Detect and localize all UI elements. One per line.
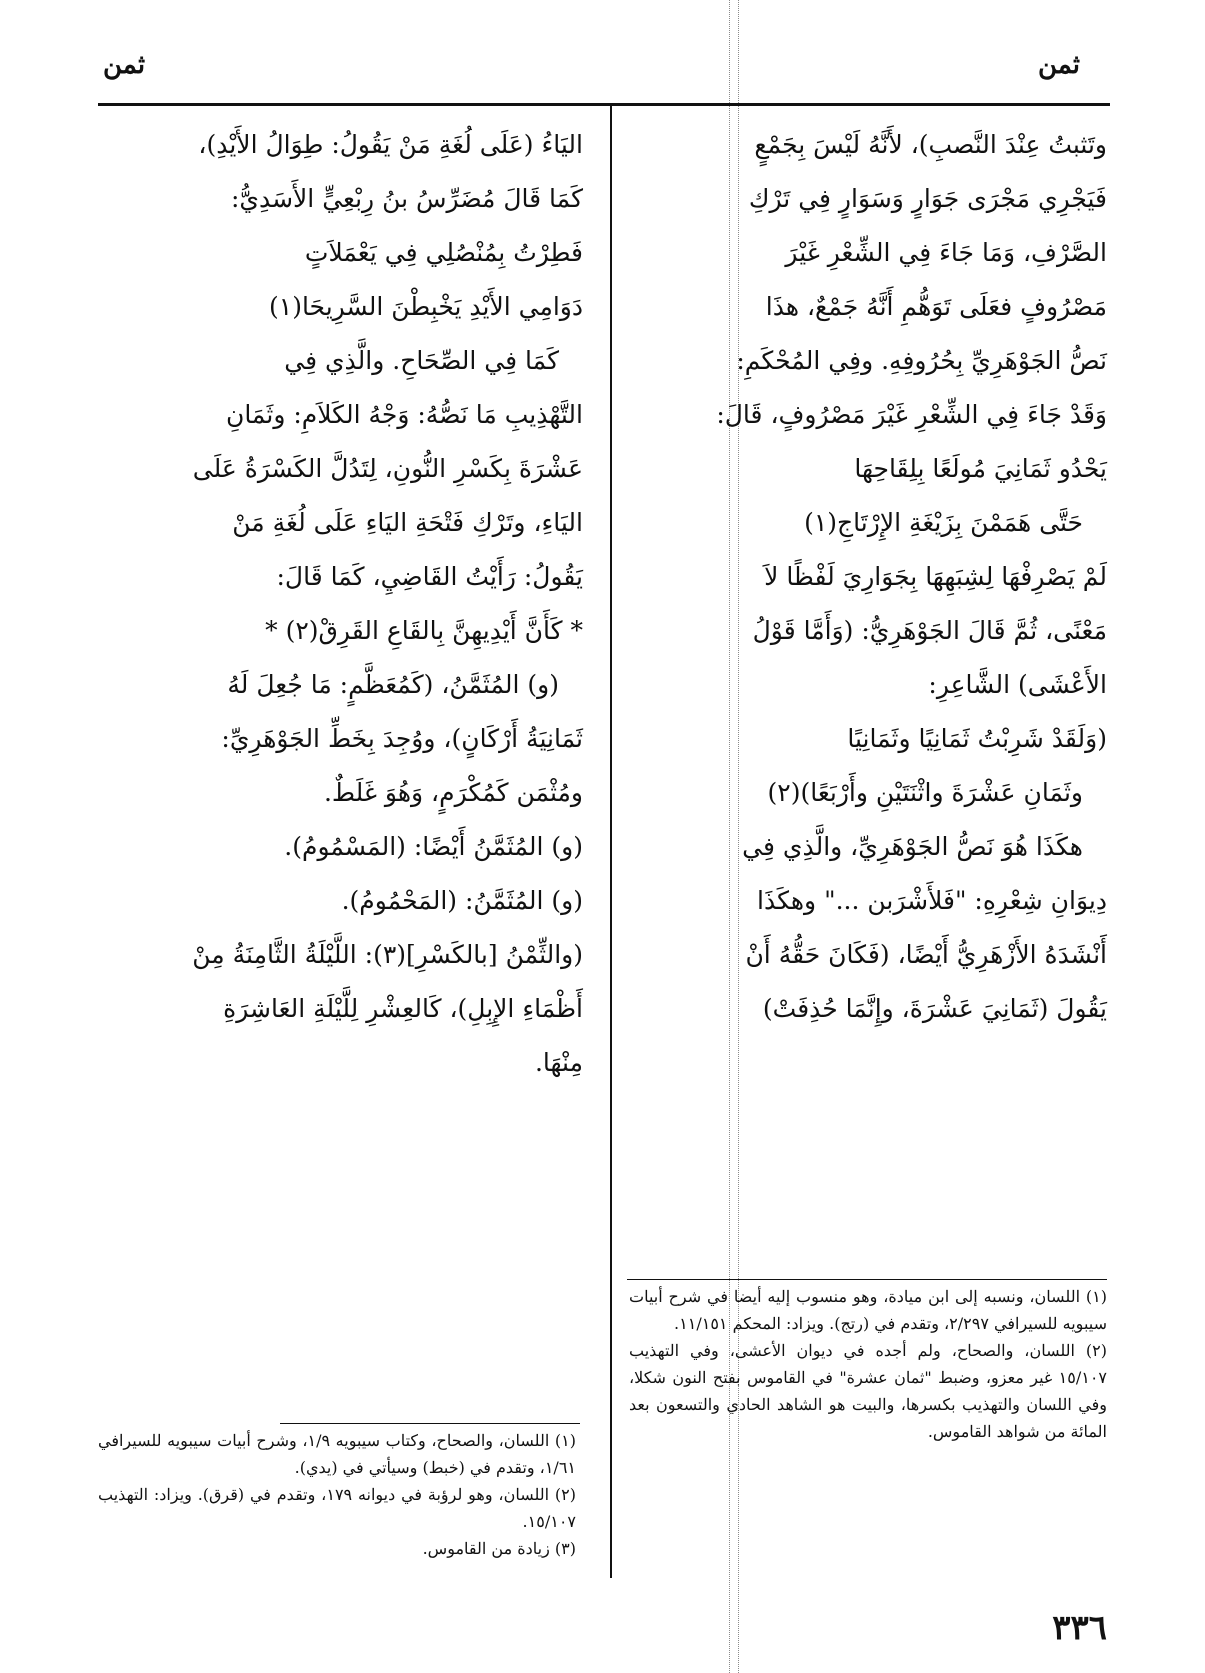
text-line: دِيوَانِ شِعْرِهِ: "فَلأَشْرَبن ..." وهكَذَا (757, 886, 1107, 915)
verse-line: وثَمَانِ عَشْرَةَ واثْنَتَيْنِ وأَرْبَعًا)(٢) (767, 778, 1083, 807)
text-line: كَمَا فِي الصِّحَاحِ. والَّذِي فِي (284, 346, 559, 375)
text-line: مَصْرُوفٍ فعَلَى تَوَهُّمِ أَنَّهُ جَمْعٌ، هذَا (765, 292, 1107, 321)
text-line: (و) المُثَمَّنُ، (كَمُعَظَّمٍ: مَا جُعِلَ لَهُ (227, 670, 559, 699)
verse-line: دَوَامِي الأَيْدِ يَخْبِطْنَ السَّرِيحَا(١) (268, 292, 583, 321)
right-column (627, 118, 1107, 1036)
text-line: يَقُولَ (ثَمَانِيَ عَشْرَةَ، وإِنَّمَا حُذِفَتْ) (762, 994, 1107, 1023)
text-line: كَمَا قَالَ مُضَرِّسُ بنُ رِبْعِيٍّ الأَسَدِيُّ: (230, 184, 583, 213)
verse-line: * كَأَنَّ أَيْدِيهِنَّ بِالقَاعِ القَرِقْ(٢) * (265, 616, 583, 645)
column-divider (610, 106, 612, 1578)
footnotes-left (98, 1427, 576, 1562)
text-line: لَمْ يَصْرِفْهَا لِشِبَهِهَا بِجَوَارِيَ لَفْظًا لاَ (764, 562, 1107, 591)
text-line: أَنْشَدَهُ الأَزْهَرِيُّ أَيْضًا، (فَكَانَ حَقُّهُ أَنْ (745, 940, 1107, 969)
text-line: اليَاءُ (عَلَى لُغَةِ مَنْ يَقُولُ: طِوَالُ الأَيْدِ)، (198, 130, 583, 159)
header-word-left: ثمن (103, 50, 146, 80)
header-rule (98, 103, 1110, 106)
text-line: الصَّرْفِ، وَمَا جَاءَ فِي الشِّعْرِ غَيْرَ (785, 238, 1107, 267)
text-line: وَقَدْ جَاءَ فِي الشِّعْرِ غَيْرَ مَصْرُوفٍ، قَالَ: (716, 400, 1107, 429)
text-line: التَّهْذِيبِ مَا نَصُّهُ: وَجْهُ الكَلاَمِ: وثَمَانِ (225, 400, 583, 429)
text-line: أَظْمَاءِ الإِبِلِ)، كَالعِشْرِ لِلَّيْلَةِ العَاشِرَةِ (223, 994, 583, 1023)
header-word-right: ثمن (1037, 50, 1080, 80)
text-line: اليَاءِ، وتَرْكِ فَتْحَةِ اليَاءِ عَلَى لُغَةِ مَنْ (232, 508, 583, 537)
footnotes-right (629, 1283, 1107, 1445)
text-line: هكَذَا هُوَ نَصُّ الجَوْهَرِيِّ، والَّذِي فِي (742, 832, 1083, 861)
text-line: (و) المُثَمَّنُ أَيْضًا: (المَسْمُومُ). (284, 832, 583, 861)
footnote: (٢) اللسان، والصحاح، ولم أجده في ديوان الأعشى، وفي التهذيب ١٥/١٠٧ غير معزو، وضبط "ثمان عشرة" في القاموس بفتح النون شكلا، وفي اللسان والتهذيب بكسرها، والبيت هو الشاهد الحادي والتسعون بعد المائة من شواهد القاموس. (629, 1341, 1108, 1441)
left-column-text (98, 118, 583, 1090)
text-line: وتَثبتُ عِنْدَ النَّصبِ)، لأَنَّهُ لَيْسَ بِجَمْعٍ (754, 130, 1107, 159)
text-line: مَعْنًى، ثُمَّ قَالَ الجَوْهَرِيُّ: (وَأَمَّا قَوْلُ (752, 616, 1107, 645)
text-line: (و) المُثَمَّنُ: (المَحْمُومُ). (341, 886, 583, 915)
page-number: ٣٣٦ (1052, 1608, 1107, 1648)
footnote-rule-left (280, 1423, 580, 1424)
footnote: (٢) اللسان، وهو لرؤبة في ديوانه ١٧٩، وتقدم في (قرق). ويزاد: التهذيب ١٥/١٠٧. (98, 1485, 576, 1531)
text-line: مِنْهَا. (534, 1048, 583, 1077)
text-line: ومُثْمَن كَمُكْرَمٍ، وَهُوَ غَلَطٌ. (323, 778, 583, 807)
footnote: (٣) زيادة من القاموس. (422, 1539, 576, 1558)
text-line: الأَعْشَى) الشَّاعِرِ: (928, 670, 1107, 699)
text-line: يَقُولُ: رَأَيْتُ القَاضِيِ، كَمَا قَالَ: (276, 562, 583, 591)
right-column-text (627, 118, 1107, 1036)
footnote-rule-right (627, 1279, 1107, 1280)
verse-line: حَتَّى هَمَمْنَ بِزَيْغَةِ الإِرْتَاجِ(١) (804, 508, 1083, 537)
left-column (98, 118, 583, 1090)
text-line: ثَمَانِيَةُ أَرْكَانٍ)، ووُجِدَ بِخَطِّ الجَوْهَرِيِّ: (221, 724, 583, 753)
text-line: نَصُّ الجَوْهَرِيِّ بِحُرُوفِهِ. وفِي المُحْكَمِ: (736, 346, 1107, 375)
verse-line: يَحْدُو ثَمَانِيَ مُولَعًا بِلِقَاحِهَا (854, 454, 1107, 483)
text-line: عَشْرَةَ بِكَسْرِ النُّونِ، لِتَدُلَّ الكَسْرَةُ عَلَى (192, 454, 583, 483)
footnote: (١) اللسان، ونسبه إلى ابن ميادة، وهو منسوب إليه أيضا في شرح أبيات سيبويه للسيرافي ٢/٢٩٧، وتقدم في (رتج). ويزاد: المحكم ١١/١٥١. (629, 1287, 1107, 1333)
text-line: فَيَجْرِي مَجْرَى جَوَارٍ وَسَوَارٍ فِي تَرْكِ (748, 184, 1107, 213)
footnote: (١) اللسان، والصحاح، وكتاب سيبويه ١/٩، وشرح أبيات سيبويه للسيرافي ١/٦١، وتقدم في (خبط) وسيأتي في (يدي). (98, 1431, 576, 1477)
text-line: (والثِّمْنُ [بالكَسْرِ](٣): اللَّيْلَةُ الثَّامِنَةُ مِنْ (192, 940, 583, 969)
verse-line: (وَلَقَدْ شَرِبْتُ ثَمَانِيًا وثَمَانِيًا (847, 724, 1107, 753)
verse-line: فَطِرْتُ بِمُنْصُلِي فِي يَعْمَلاَتٍ (304, 238, 583, 267)
